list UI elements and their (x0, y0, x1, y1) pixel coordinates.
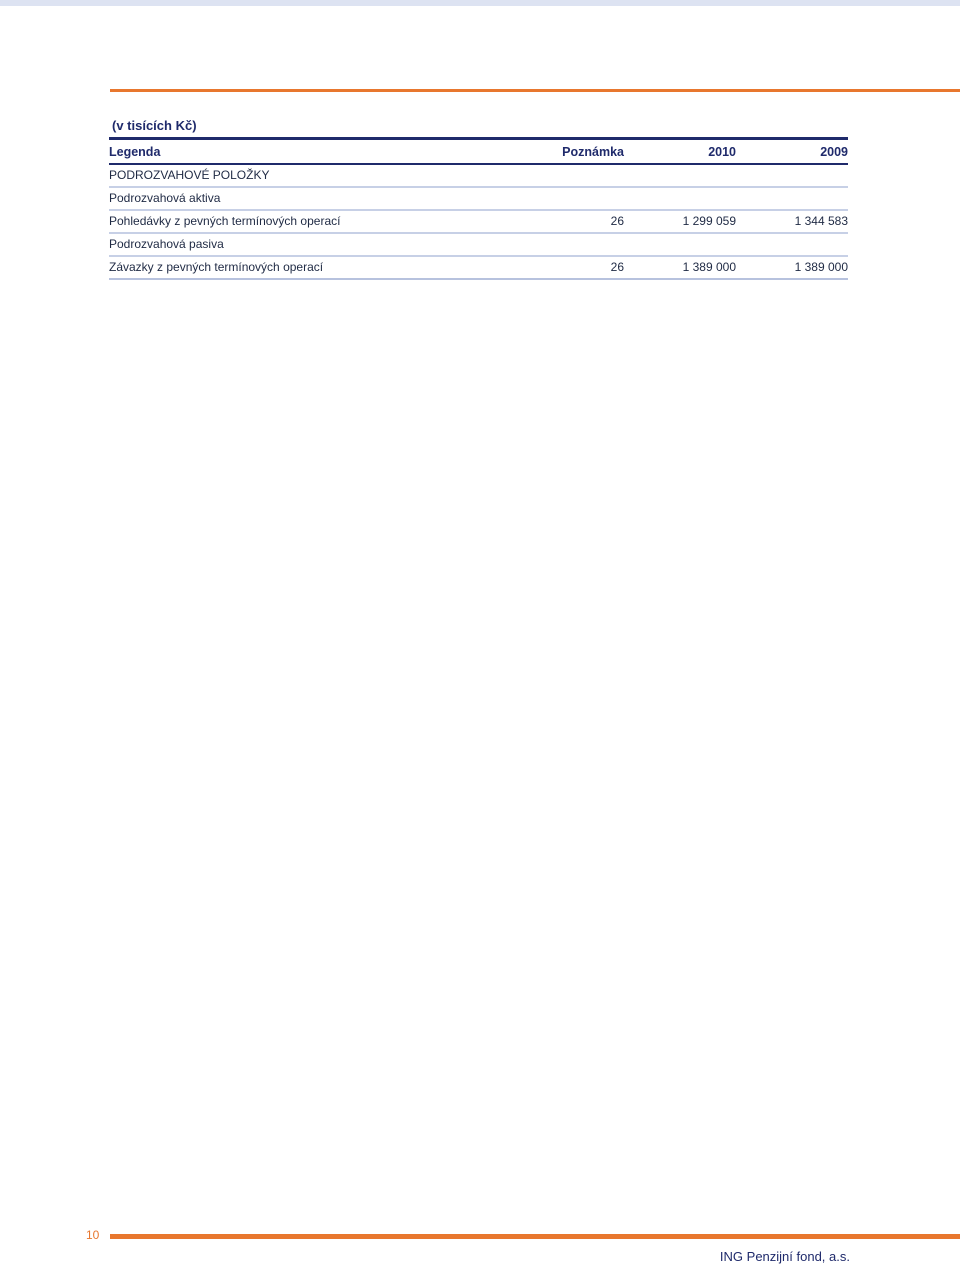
row-legend: Pohledávky z pevných termínových operací (109, 214, 341, 228)
row-year-2010: 1 389 000 (682, 260, 736, 274)
page-number: 10 (86, 1228, 100, 1242)
row-legend: Podrozvahová aktiva (109, 191, 221, 205)
table-row (109, 165, 848, 188)
row-note: 26 (610, 260, 624, 274)
row-legend: PODROZVAHOVÉ POLOŽKY (109, 168, 270, 182)
row-legend: Závazky z pevných termínových operací (109, 260, 324, 274)
off-balance-sheet-table (109, 137, 848, 280)
header-legend: Legenda (109, 145, 161, 159)
row-note: 26 (610, 214, 624, 228)
header-year-2010: 2010 (708, 145, 736, 159)
row-year-2009: 1 389 000 (794, 260, 848, 274)
row-year-2009: 1 344 583 (794, 214, 848, 228)
top-orange-rule (110, 89, 960, 92)
table-row (109, 257, 848, 280)
table-header-row (109, 137, 848, 165)
company-name: ING Penzijní fond, a.s. (719, 1249, 850, 1264)
top-strip (0, 0, 960, 6)
header-note: Poznámka (562, 145, 624, 159)
footer-orange-rule (110, 1234, 960, 1239)
table-row (109, 188, 848, 211)
table-row (109, 211, 848, 234)
row-legend: Podrozvahová pasiva (109, 237, 224, 251)
header-year-2009: 2009 (820, 145, 848, 159)
table-row (109, 234, 848, 257)
row-year-2010: 1 299 059 (682, 214, 736, 228)
unit-caption: (v tisících Kč) (112, 118, 197, 133)
